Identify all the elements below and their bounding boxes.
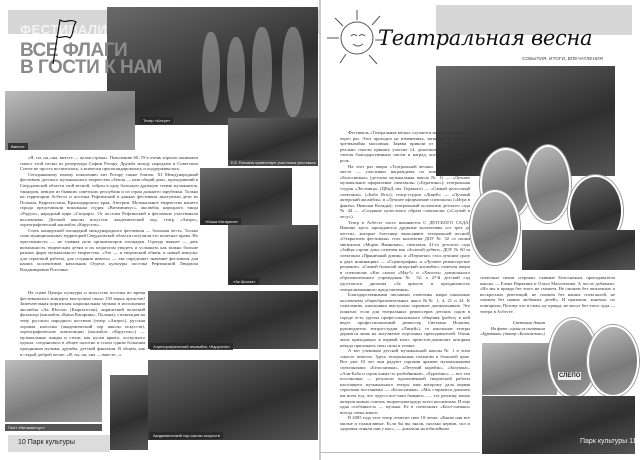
photo-cast-bottom [482,396,635,454]
paragraph: Сегодняшнему юному поколению хит Ротару также близок. XI Международный фестиваль детского музыкального творчества «Земля — наш общий дом», проходивший в Свердловской области этой весной, собрал в одну большую дружную семью музыкантов, танцоров, певцов из бывших советских республик и из стран дальнего зарубежья. Только на территории Асбеста и поселка Рефтинский в рамках фестиваля выступили дети из Польши, Кыргызстана, Краснодарского края, Австрии. Музыкальное творчество нашего города представляли вокальная студия «Витаминчус», ансамбль народного танца «Радуга», народный цирк «Спорарт». От поселка Рефтинский в фестивале участвовали коллективы Детской школы искусств: академический хор, театр «Антре», хореографический ансамбль «Карусель». [20,171,198,228]
paragraph: На сцене Центра культуры и искусства поселка во время фестивального концерта выступили около 150 юных артистов! Замечательная киргизская национальная музыка в исполнении ансамбля «Ак Шоола» (Кыргызстан), лирический польский фольклор (ансамбль «Каша Катарина», Польша), стилизация на тему русского народного костюма (театр «Антре»), русская хоровая классика (академический хор школы искусств), хореографические композиции (ансамбль «Карусель») — музыкальные жанры и стили, как куски яркого, лоскутного одеяла, соединились в общее полотно и стали одним большим праздником музыки, дружбы, детской фантазии. В общем, как в старой доброй песне: «Я, ты, он, она — вместе...». [20,290,145,357]
photo-oval-6 [587,325,639,397]
photo-singer [110,375,148,450]
paragraph: Фестиваль «Театральная весна» случается не каждую весну, а через раз. Этот проходил на изменениях, заткнули. И оказался чрезвычайно массовым. Заявки пришли от 17 коллективов, реально смогли принять участие 14, дипломов вручено 11, не считая благодарственных писем и наград, которые за лучшую роль. [340,130,470,163]
paragraph: В 2005 году этот театр отметил свое 10-летие. «Какие они все милые и талантливые. Если бы вы знали, сколько нервов, сил и здоровья отняли они у нас», — доказали на юбилейном [340,415,470,432]
flag-icon [48,16,78,66]
paragraph: Стать концертной площадкой международного фестиваля — большая честь. Только семь муниципальных территорий Свердловской области получили это почетное право. Но престижность — не главная цель организаторов площадки. Гораздо важнее — дать возможность творческим детям и их педагогам увидеть и услышать как можно больше разных форм музыкального творчества. «Это — и творческий обмен, и новый импульс для серьезной работы, для создания нового» — так определяет значение фестиваля для наших коллективов начальник Отдела культуры поселка Рефтинский Людмила Владимировна Рогозина. [20,227,198,272]
page-number-left: 10 Парк культуры [18,439,75,446]
page-number-right: Парк культуры 11 [580,438,637,445]
photo-rogozina [228,118,318,160]
article-text-right-2 [480,275,615,319]
photo-karusel [148,291,318,349]
page-gutter [319,0,321,460]
photo-choir [148,360,318,440]
caption-choir: Академический хор школы искусств [150,432,223,439]
photo-together [5,91,135,150]
caption-vitaminchus: Поет «Витаминчус» [5,424,102,431]
title-line-1: ВСЕ ФЛАГИ [20,40,128,61]
photo-three-girls [522,230,635,270]
article-title [20,42,162,76]
bottom-rule [320,452,480,453]
photo-oval-2 [525,145,571,223]
photo-oval-4 [470,190,520,265]
paragraph: Театр в Асбесте часто начинается С ДЕТСКОГО САДА! Именно здесь зарождаются дружные коллективы «от трех до шести», которые блестяще выполняют театральной весной. «Открытием фестиваля» стал коллектив ДОУ № 32 со своим мюзиклом «Морок Иванович», спектакль 41-го детского сада «Зайцы строят дом» отмечен как «Золотой дебют», ДОУ № 60 за спектакли «Пряничный домик» и «Перчатки» стал лучшим сразу в двух номинациях — «Сценография» и «Лучшее режиссерское решение». «Самый большой актерский ансамбль» отмечен жюри в спектаклях «Кто сказал «Мяу?» и «Хвосты» дошкольного образовательного учреждения № 52, а 27-й детский сад удостоился диплома «За яркость и праздничность театрализованного представления». [340,219,470,292]
article-text-right [340,130,470,448]
caption-together: Вместе [8,143,28,150]
paragraph: А вот ученикам детской музыкальной школы № 1 в этом смысле повезло. Здесь театральным талантам в большой цене. Вот уже 10 лет они радуют горожан яркими музыкальными спектаклями: «Белоснежка», «Летучий корабль», «Золушка», «Али-Баба и сорок каких-то разбойников», «Буратино» — все эти постановки — результат вдохновенной творческой работы настоящего музыкального театра, имя которому дала первая серьезная постановка — «Белоснежка». «Мы стараемся доказать им всем год, что чудеса все-таки бывают», — эту реплику юных актеров можно считать творческим кредо всего коллектива. И еще одна особенность — музыка. Ее в спектаклях «Бело-снежки» всегда очень много. [340,348,470,415]
article-title-script: Театральная весна [378,26,593,50]
caption-karusel: Хореографический ансамбль «Карусель» [150,343,233,350]
photo-buratino-book [482,343,557,395]
photo-vitaminchus [5,360,102,422]
photo-kasha-katarina [200,168,292,225]
paragraph: «Я, ты, он, она, вместе — целая страна». Поколению 60–70-х очень хорошо понимаем смысл этой песни из репертуара Софии Ротару. Дружба между народами в Советском Союзе не просто воспиталась, а всячески пропагандировалась и поддерживалась. [20,155,198,172]
article-text-left-2 [20,290,145,357]
paragraph: На этот раз жюри «Театральной весны» не распределило места — участники награждены по номинациям: театр «Белоснежка» (детская музыкальная школа № 1) — «Лучшее музыкальное оформление спектакля» («Буратино»); театральная студия «Лестница» (ЦКиД им. Горького) — «Самый целостный спектакль» («Баба Яга»); театр-студия «Лицей» — «Лучший актерский ансамбль» и «Лучшее оформление спектакля» («Игра в фанты» Николая Коляды); театральный коллектив детского сада № 44 — «Создание целостного образа спектакля» («Случай в лесу»). [340,163,470,219]
caption-theatre-antre: Театр «Антре» [140,117,173,124]
caption-kasha-katarina: «Каша Катарина» [202,218,241,225]
photo-ak-shoola [228,225,318,285]
paragraph: Благодарственными письмами отмечены жюри школьные коллективы общеобразовательных школ №№ 1, 4, 21 и 24. К сожалению, школьники выступали скромнее дошкольников. Это понятно: если для театральных режиссеров детских садов в городе есть группа профессионального общения (работу в ней ведет профессиональный режиссер Светлана Исакова, руководитель театра-студии «Лицей»), то школьные театры держатся лишь на энтузиазме отдельных преподавателей. Очень жаль приходящих в первый класс артистов-дошколят, которым некуда приложить свои силы и талант. [340,292,470,348]
caption-rogozina: Е.В. Рогозина приветствует участников фестиваля [228,160,318,166]
signature-author: Светлана Ачина [512,320,545,325]
photo-note: На фото: сцены из спектакля «Буратино» (театр «Белоснежка») [480,326,545,336]
title-line-2: В ГОСТИ К НАМ [20,57,162,78]
article-subtitle: СОБЫТИЯ, ИТОГИ, ВПЕЧАТЛЕНИЯ [522,57,604,62]
section-label: ФЕСТИВАЛИ [20,22,108,37]
article-text-left [20,155,198,290]
caption-ak-shoola: «Ак Шоола» [230,278,259,285]
sign-prop: СЛЕПО [559,373,581,379]
paragraph: спектакле своим «героям» славные Белоснежки, преподаватели школы — Елена Варакина и Ольга Малоземова. А после добавили: «Но мы и правда без этого не сможем. Не сможем без пятиочных и воскресных репетиций, не сможем без наших спектаклей, не сможем без наших любимых детей». И признали, конечно, их повторили. Потому что и сами, ну правда, не могут без этого чуда — театра в Асбесте. [480,275,615,314]
